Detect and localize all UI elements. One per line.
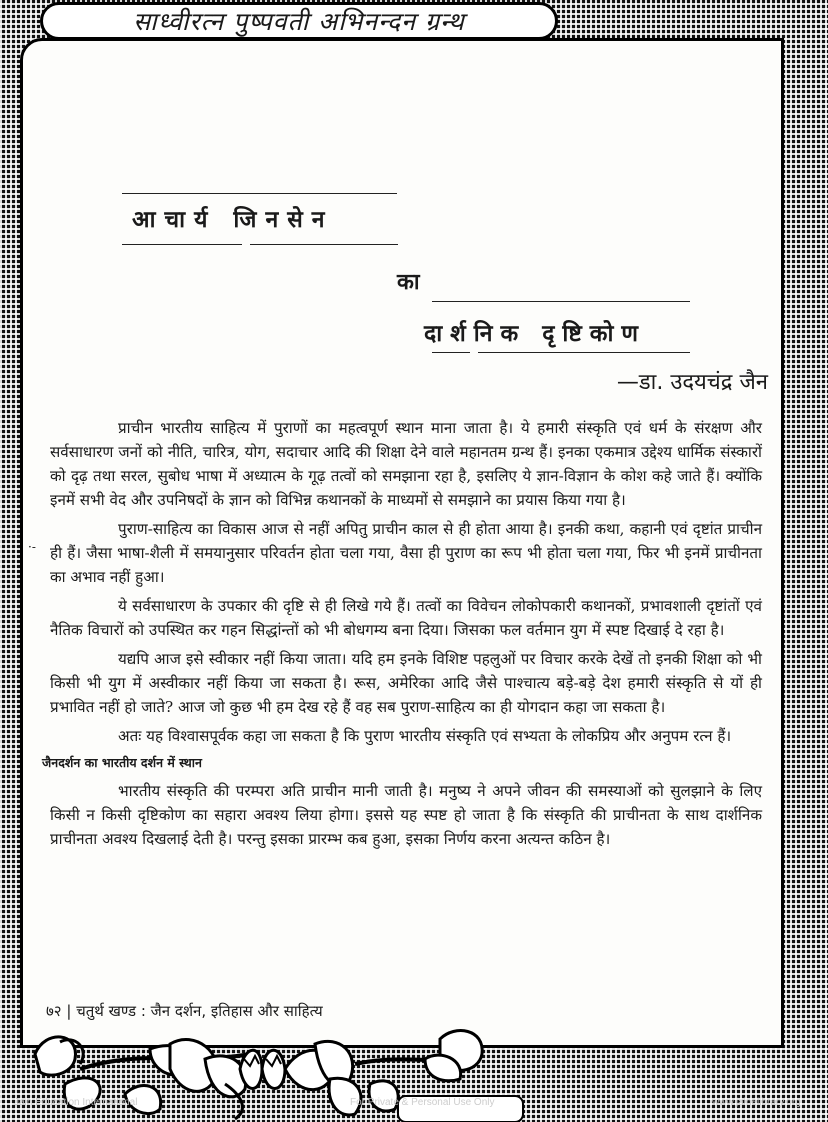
footer-section-label: चतुर्थ खण्ड : जैन दर्शन, इतिहास और साहित्य: [76, 1002, 323, 1020]
title-rule-2-bottom-right: [478, 352, 690, 353]
paragraph: यद्यपि आज इसे स्वीकार नहीं किया जाता। यदि हम इनके विशिष्ट पहलुओं पर विचार करके देखें तो इनकी शिक्षा को भी किसी भी युग में अस्वीकार नहीं किया जा सकता है। रूस, अमेरिका आदि जैसे पाश्चात्य बड़े-बड़े देश हमारी संस्कृति से यों ही प्रभावित नहीं हो जाते? आज जो कुछ भी हम देख रहे हैं वह सब पुराण-साहित्य का ही योगदान कहा जा सकता है।: [50, 650, 762, 716]
paragraph: भारतीय संस्कृति की परम्परा अति प्राचीन मानी जाती है। मनुष्य ने अपने जीवन की समस्याओं को सुलझाने के लिए किसी न किसी दृष्टिकोण का सहारा अवश्य लिया होगा। इससे यह स्पष्ट हो जाता है कि संस्कृति की प्राचीनता के साथ दार्शनिक प्राचीनता अवश्य दिखलाई देती है। परन्तु इसका प्रारम्भ कब हुआ, इसका निर्णय करना अत्यन्त कठिन है।: [50, 782, 762, 848]
paragraph: प्राचीन भारतीय साहित्य में पुराणों का महत्वपूर्ण स्थान माना जाता है। ये हमारी संस्कृति एवं धर्म के संरक्षण और सर्वसाधारण जनों को नीति, चारित्र, योग, सदाचार आदि की शिक्षा देने वाले महानतम ग्रन्थ हैं। इनका एकमात्र उद्देश्य धार्मिक संस्कारों को दृढ़ तथा सरल, सुबोध भाषा में अध्यात्म के गूढ़ तत्वों को समझाना रहा है, इसलिए ये ज्ञान-विज्ञान के कोश कहे जाते हैं। क्योंकि इनमें सभी वेद और उपनिषदों के ज्ञान को विभिन्न कथानकों के माध्यमों से समझाने का प्रयास किया गया है।: [50, 419, 762, 509]
title-rule-2-top: [432, 301, 690, 302]
footer-separator: |: [66, 1002, 72, 1020]
title-connector: का: [397, 270, 420, 295]
watermark-right: www.jainelibrary.org: [712, 1097, 801, 1108]
section-heading: जैनदर्शन का भारतीय दर्शन में स्थान: [42, 755, 202, 770]
paragraph: अतः यह विश्वासपूर्वक कहा जा सकता है कि पुराण भारतीय संस्कृति एवं सभ्यता के लोकप्रिय और अनुपम रत्न हैं।: [118, 727, 732, 745]
watermark-center: For Private & Personal Use Only: [350, 1097, 495, 1108]
title-rule-mid-right: [250, 244, 398, 245]
title-line-2: दार्शनिक दृष्टिकोण: [424, 321, 647, 347]
title-rule-mid-left: [122, 244, 242, 245]
title-rule-2-bottom-left: [432, 352, 470, 353]
title-rule-top: [122, 193, 397, 194]
paragraph: ये सर्वसाधारण के उपकार की दृष्टि से ही लिखे गये हैं। तत्वों का विवेचन लोकोपकारी कथानकों, प्रभावशाली दृष्टांतों एवं नैतिक विचारों को उपस्थित कर गहन सिद्धांन्तों को भी बोधगम्य बना दिया। जिसका फल वर्तमान युग में स्पष्ट दिखाई दे रहा है।: [50, 597, 762, 639]
title-line-1: आचार्य जिनसेन: [132, 207, 334, 233]
watermark-left: Jain Education International: [14, 1097, 138, 1108]
page-number: ७२: [46, 1002, 62, 1020]
margin-mark: ·-: [28, 540, 36, 554]
page-footer: [46, 1001, 323, 1021]
header-banner: [40, 2, 558, 40]
paragraph: पुराण-साहित्य का विकास आज से नहीं अपितु प्राचीन काल से ही होता आया है। इनकी कथा, कहानी एवं दृष्टांत प्राचीन ही हैं। जैसा भाषा-शैली में समयानुसार परिवर्तन होता चला गया, वैसा ही पुराण का रूप भी होता चला गया, फिर भी इनमें प्राचीनता का अभाव नहीं हुआ।: [50, 520, 762, 586]
article-body: [42, 416, 762, 856]
author-byline: —डा. उदयचंद्र जैन: [616, 370, 768, 395]
header-title: साध्वीरत्न पुष्पवती अभिनन्दन ग्रन्थ: [133, 7, 465, 36]
